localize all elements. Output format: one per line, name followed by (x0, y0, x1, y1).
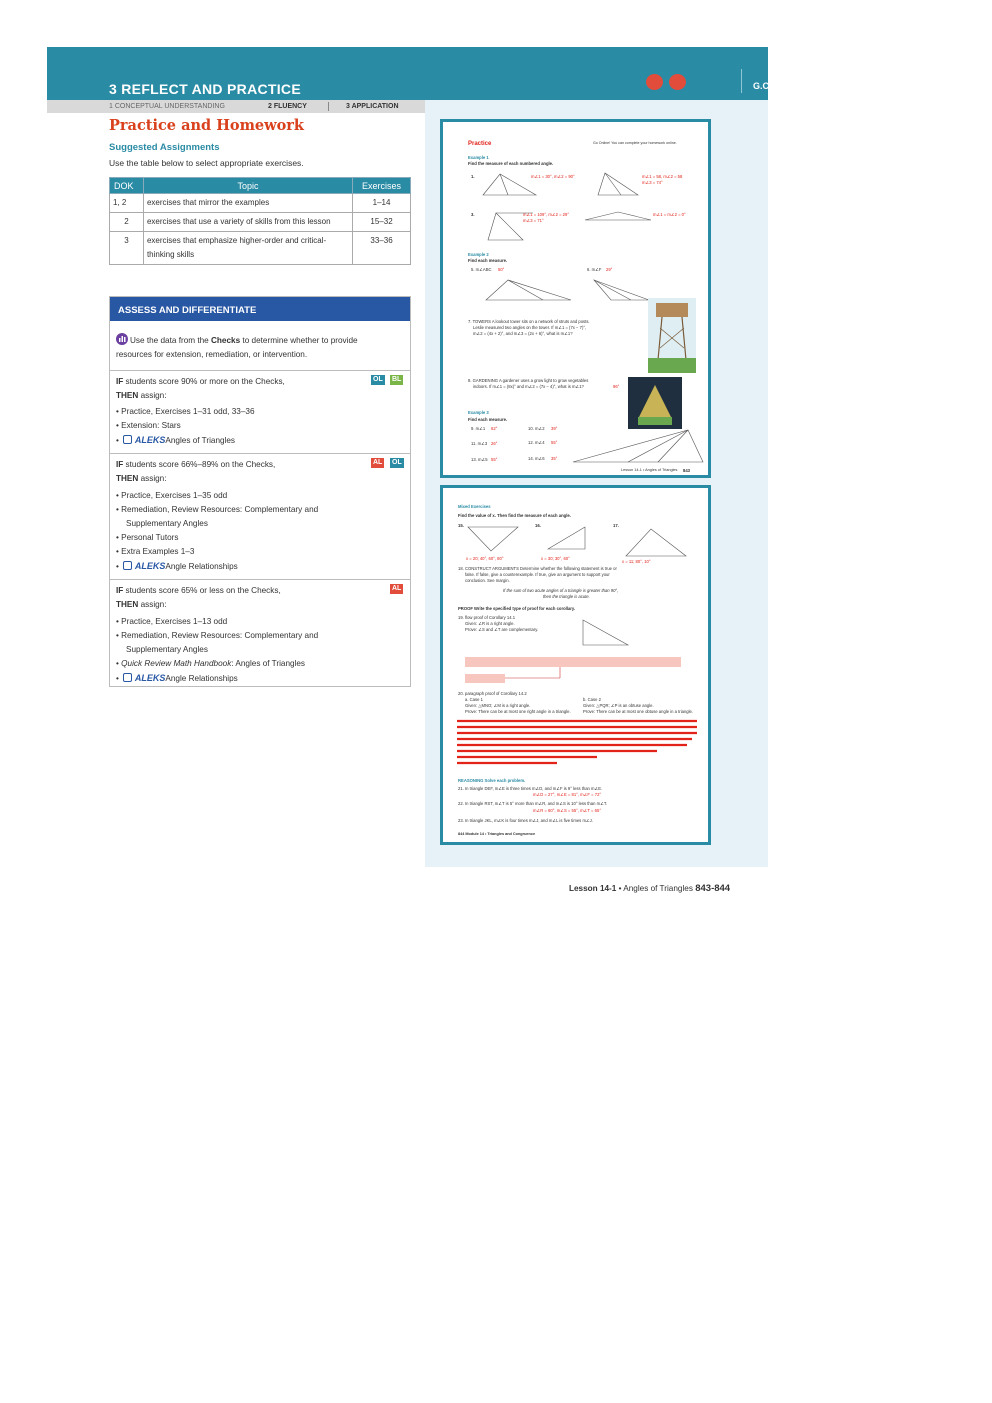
triangle-figure (483, 275, 573, 305)
triangle-figure (593, 170, 643, 200)
question: 6. m∠F (587, 267, 602, 272)
page-footer: Lesson 14-1 • Angles of Triangles (621, 468, 678, 472)
list-item: • Practice, Exercises 1–31 odd, 33–36 (116, 407, 255, 416)
student-page-843: Practice Go Online! You can complete your homework online. Example 1 Find the measure of each numbered angle. 1. m∠1 = 30°, m∠2 = 90° m∠1 = 58, m∠2 = 58 m∠3 = 74° 3. m∠1 = 109°, m∠2 = 29° m∠3 = 71° m∠1 = m∠2 = 0° Example 2 Find each measure. 5. m∠ABC 50° 6. m∠F 29° 7. TOWERS A lookout tower sits on a network of struts and posts. Leslie measured two angles on the tower. If m∠1 = (7x − 7)°, m∠2 = (4x + 2)°, and m∠3 = (2x + 6)°, what is m∠1? 8. GARDENING A gardener uses a grow light to grow vegetables indoors. If m∠1 = (8x)° and m∠2 = (7x − 4)°, what is m∠1? 96° Example 3 Find each measure. 9. m∠1 62° 10. m∠2 39° 11. m∠3 26° 12. m∠4 55° 13. m∠5 55° 14. m∠6 35° Lesson 14-1 • Angles of Triangles 843 (440, 119, 711, 478)
table-row (110, 194, 411, 213)
student-page-844: Mixed Exercises Find the value of x. Then find the measure of each angle. 15. 16. 17. x = 20; 40°, 60°, 80° x = 30; 30°, 60° x = 11; 80°, 10° 18. CONSTRUCT ARGUMENTS Determine whether the following statement is true or false. If false, give a counterexample. If true, give an argument to support your conclusion. See margin. If the sum of two acute angles of a triangle is greater than 90°, then the triangle is acute. PROOF Write the specified type of proof for each corollary. 19. flow proof of Corollary 14.1 Given: ∠R is a right angle. Prove: ∠S and ∠T are complementary. 20. paragraph proof of Corollary 14.2 a. Case 1 Given: △MNO; ∠M is a right angle. Prove: There can be at most one right angle in a triangle. b. Case 2 Given: △PQR; ∠P is an obtuse angle. Prove: There can be at most one obtuse angle in a triangle. REASONING Solve each problem. 21. In triangle DEF, m∠E is three times m∠D, and m∠F is 9° less than m∠E. m∠D = 27°, m∠E = 81°, m∠F = 72° 22. In triangle RST, m∠T is 5° more than m∠R, and m∠S is 10° less than m∠T. m∠R = 60°, m∠S = 55°, m∠T = 65° 23. In triangle JKL, m∠K is four times m∠J, and m∠L is five times m∠J. 844 Module 14 • Triangles and Congruence (440, 485, 711, 845)
table-cell: 2 (110, 213, 144, 232)
answer: m∠1 = 109°, m∠2 = 29° (523, 212, 570, 217)
tab-fluency[interactable]: 2 FLUENCY (268, 103, 307, 110)
if-condition: IF students score 90% or more on the Checks, (116, 377, 285, 386)
question: 7. TOWERS A lookout tower sits on a network of struts and posts. (468, 319, 590, 324)
level-badge-al: AL (392, 585, 402, 592)
table-cell: exercises that use a variety of skills from this lesson (143, 213, 352, 232)
aleks-icon (123, 435, 132, 444)
table-cell: 1, 2 (110, 194, 144, 213)
list-item: Supplementary Angles (126, 645, 208, 654)
lesson-tabs (47, 100, 425, 113)
question: false. If false, give a counterexample. If true, give an argument to support your (465, 572, 610, 577)
answer: x = 30; 30°, 60° (541, 556, 570, 561)
answer: m∠1 = 58, m∠2 = 58 (642, 174, 683, 179)
list-item: • Remediation, Review Resources: Complementary and (116, 505, 319, 514)
aleks-icon (123, 561, 132, 570)
question: 8. GARDENING A gardener uses a grow light to grow vegetables (468, 378, 589, 383)
list-item: • Practice, Exercises 1–13 odd (116, 617, 228, 626)
group-icon (669, 74, 686, 90)
instruction: Find each measure. (468, 258, 508, 263)
assess-differentiate-panel (109, 296, 411, 687)
level-badge-bl: BL (392, 376, 402, 383)
column-header: DOK (110, 178, 144, 194)
assess-intro: Use the data from the Checks to determine whether to provide resources for extension, remediation, or intervention. (116, 333, 406, 362)
answer: 55° (551, 440, 558, 445)
tab-application[interactable]: 3 APPLICATION (346, 103, 399, 110)
question: 13. m∠5 (471, 457, 488, 462)
question: 12. m∠4 (528, 440, 545, 445)
page-footer: 844 Module 14 • Triangles and Congruence (458, 832, 536, 836)
triangle-figure (568, 427, 708, 465)
question: 9. m∠1 (471, 426, 486, 431)
tower-illustration (648, 298, 696, 373)
grow-light-illustration (628, 377, 682, 429)
triangle-figure (463, 524, 525, 554)
list-item: • ALEKSAngle Relationships (116, 673, 238, 683)
question: a. Case 1 (465, 697, 483, 702)
aleks-icon (123, 673, 132, 682)
tab-conceptual-understanding[interactable]: 1 CONCEPTUAL UNDERSTANDING (109, 103, 225, 110)
question: 23. In triangle JKL, m∠K is four times m∠J, and m∠L is five times m∠J. (458, 818, 593, 823)
proof-answer-text (457, 718, 707, 773)
question: Prove: There can be at most one right angle in a triangle. (465, 709, 571, 714)
instruction: PROOF Write the specified type of proof for each corollary. (458, 606, 576, 611)
answer: 39° (551, 426, 558, 431)
question: 10. m∠2 (528, 426, 545, 431)
answer: 55° (491, 457, 498, 462)
assess-heading: ASSESS AND DIFFERENTIATE (110, 297, 410, 321)
suggested-assignments-heading: Suggested Assignments (109, 142, 220, 153)
question: 14. m∠6 (528, 456, 545, 461)
then-line: THEN assign: (116, 474, 167, 483)
divider (110, 370, 410, 371)
question: Given: ∠R is a right angle. (465, 621, 515, 626)
page-footer: Lesson 14-1 • Angles of Triangles 843-844 (569, 883, 731, 894)
table-header-row (110, 178, 411, 194)
instruction: Find each measure. (468, 417, 508, 422)
answer: m∠1 = m∠2 = 0° (653, 212, 686, 217)
answer: 29° (606, 267, 613, 272)
page-number: 843 (683, 468, 690, 473)
header-title: 3 REFLECT AND PRACTICE (109, 81, 301, 97)
divider (110, 579, 410, 580)
example-label: Example 1 (468, 155, 489, 160)
header-icons (640, 73, 686, 91)
question: 11. m∠3 (471, 441, 488, 446)
if-condition: IF students score 66%–89% on the Checks, (116, 460, 276, 469)
answer: x = 20; 40°, 60°, 80° (466, 556, 504, 561)
answer: m∠1 = 30°, m∠2 = 90° (531, 174, 575, 179)
level-badge-ol: OL (392, 459, 402, 466)
table-cell: 3 (110, 232, 144, 265)
triangle-figure (583, 210, 653, 224)
question: then the triangle is acute. (543, 594, 590, 599)
answer: m∠3 = 71° (523, 218, 544, 223)
example-label: Example 3 (468, 410, 489, 415)
triangle-figure (591, 275, 651, 305)
question: Leslie measured two angles on the tower. If m∠1 = (7x − 7)°, (473, 325, 587, 330)
table-cell: exercises that emphasize higher-order and critical-thinking skills (143, 232, 352, 265)
header-banner (47, 47, 789, 100)
chart-icon (116, 333, 130, 345)
level-badge-al: AL (373, 459, 383, 466)
list-item: • Quick Review Math Handbook: Angles of Triangles (116, 659, 306, 668)
table-cell: 33–36 (353, 232, 411, 265)
question: b. Case 2 (583, 697, 601, 702)
answer: 62° (491, 426, 498, 431)
instruction-text: Use the table below to select appropriate exercises. (109, 158, 304, 168)
list-item: Supplementary Angles (126, 519, 208, 528)
header-divider (741, 69, 742, 93)
instruction: REASONING Solve each problem. (458, 778, 526, 783)
person-icon (646, 74, 663, 90)
question: 5. m∠ABC (471, 267, 492, 272)
question: Prove: There can be at most one obtuse angle in a triangle. (583, 709, 694, 714)
column-header: Exercises (353, 178, 411, 194)
assignments-table (109, 177, 411, 265)
table-cell: 1–14 (353, 194, 411, 213)
answer: 96° (613, 384, 620, 389)
answer: x = 11; 80°, 10° (622, 559, 651, 564)
question: 22. In triangle RST, m∠T is 5° more than m∠R, and m∠S is 10° less than m∠T. (458, 801, 608, 806)
list-item: • ALEKSAngles of Triangles (116, 435, 236, 445)
list-item: • Practice, Exercises 1–35 odd (116, 491, 228, 500)
list-item: • Personal Tutors (116, 533, 179, 542)
example-label: Example 2 (468, 252, 489, 257)
question: conclusion. See margin. (465, 578, 510, 583)
page-heading: Mixed Exercises (458, 504, 491, 509)
answer: 26° (491, 441, 498, 446)
page-heading: Practice (468, 141, 492, 147)
divider (110, 453, 410, 454)
answer: m∠D = 27°, m∠E = 81°, m∠F = 72° (533, 792, 602, 797)
table-row (110, 232, 411, 265)
answer: m∠3 = 74° (642, 180, 663, 185)
question: If the sum of two acute angles of a triangle is greater than 90°, (503, 588, 619, 593)
standard-code: G.CO.10 (753, 81, 789, 91)
level-badge-ol: OL (373, 376, 383, 383)
triangle-figure (621, 524, 691, 559)
question: 20. paragraph proof of Corollary 14.2 (458, 691, 527, 696)
instruction: Find the value of x. Then find the measure of each angle. (458, 513, 571, 518)
question: 21. In triangle DEF, m∠E is three times m∠D, and m∠F is 9° less than m∠E. (458, 786, 603, 791)
answer: m∠R = 60°, m∠S = 55°, m∠T = 65° (533, 808, 601, 813)
tab-separator (328, 102, 329, 111)
question: Given: △MNO; ∠M is a right angle. (465, 703, 531, 708)
triangle-figure (478, 170, 538, 208)
answer: 50° (498, 267, 505, 272)
then-line: THEN assign: (116, 600, 167, 609)
column-header: Topic (143, 178, 352, 194)
then-line: THEN assign: (116, 391, 167, 400)
question: m∠2 = (4x + 2)°, and m∠3 = (2x + 6)°, what is m∠1? (473, 331, 573, 336)
section-title: Practice and Homework (109, 117, 304, 134)
list-item: • ALEKSAngle Relationships (116, 561, 238, 571)
triangle-figure (578, 615, 633, 649)
question: Prove: ∠S and ∠T are complementary. (465, 627, 539, 632)
table-row (110, 213, 411, 232)
question: 19. flow proof of Corollary 14.1 (458, 615, 516, 620)
flow-proof-diagram (465, 652, 685, 684)
question: indoors. If m∠1 = (8x)° and m∠2 = (7x − 4)°, what is m∠1? (473, 384, 584, 389)
list-item: • Extension: Stars (116, 421, 181, 430)
table-cell: 15–32 (353, 213, 411, 232)
triangle-figure (543, 524, 591, 554)
instruction: Find the measure of each numbered angle. (468, 161, 554, 166)
answer: 35° (551, 456, 558, 461)
list-item: • Extra Examples 1–3 (116, 547, 195, 556)
if-condition: IF students score 65% or less on the Checks, (116, 586, 281, 595)
question: Given: △PQR; ∠P is an obtuse angle. (583, 703, 654, 708)
list-item: • Remediation, Review Resources: Complementary and (116, 631, 319, 640)
question: 18. CONSTRUCT ARGUMENTS Determine whether the following statement is true or (458, 566, 617, 571)
table-cell: exercises that mirror the examples (143, 194, 352, 213)
go-online-note: Go Online! You can complete your homework online. (593, 141, 677, 145)
